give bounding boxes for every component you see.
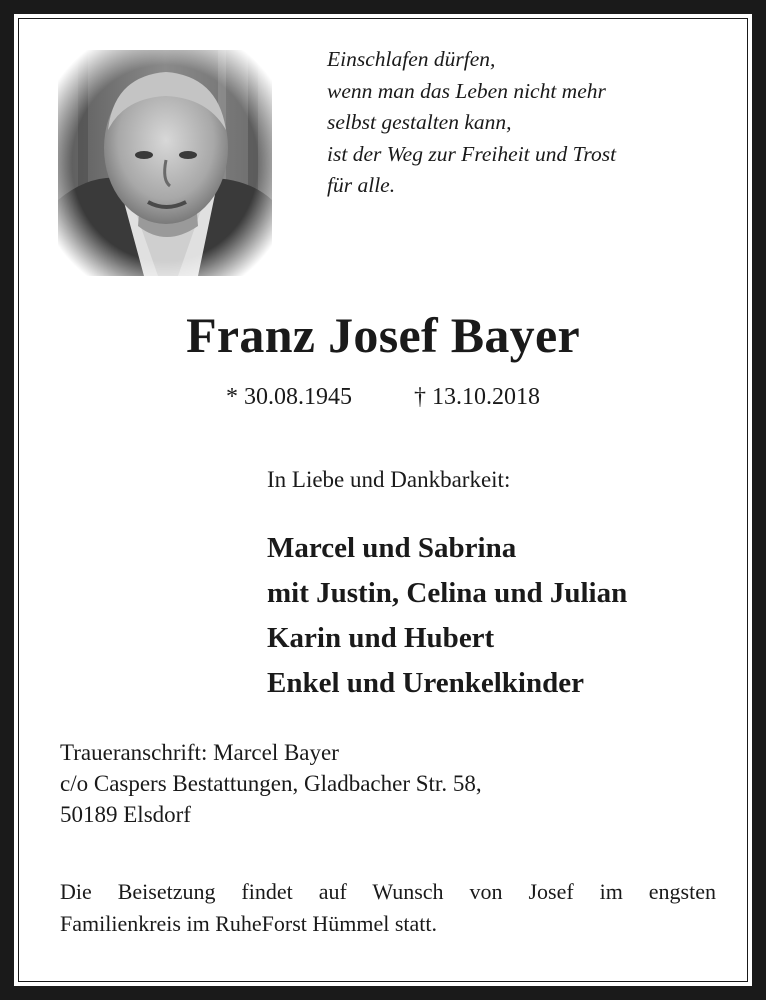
birth-date: * 30.08.1945 (226, 384, 352, 410)
deceased-name: Franz Josef Bayer (186, 307, 580, 363)
verse-line: selbst gestalten kann, (327, 110, 512, 134)
mourner-line: Enkel und Urenkelkinder (267, 667, 584, 699)
life-dates (0, 384, 766, 411)
verse-line: für alle. (327, 173, 396, 197)
mourning-address (60, 737, 482, 830)
address-line: Traueranschrift: Marcel Bayer (60, 740, 339, 765)
address-line: 50189 Elsdorf (60, 802, 191, 827)
burial-notice (60, 876, 716, 940)
address-line: c/o Caspers Bestattungen, Gladbacher Str. 58, (60, 771, 482, 796)
notice-line: Die Beisetzung findet auf Wunsch von Josef im engsten (60, 879, 716, 904)
death-date: † 13.10.2018 (414, 384, 540, 410)
memorial-verse (327, 44, 727, 202)
mourner-line: Karin und Hubert (267, 622, 495, 654)
mourner-line: Marcel und Sabrina (267, 532, 517, 564)
verse-line: ist der Weg zur Freiheit und Trost (327, 141, 617, 166)
verse-line: wenn man das Leben nicht mehr (327, 78, 606, 103)
mourner-line: mit Justin, Celina und Julian (267, 577, 628, 609)
mourners-list (267, 526, 627, 706)
dedication-line: In Liebe und Dankbarkeit: (267, 467, 511, 492)
portrait-photo (58, 50, 272, 276)
verse-line: Einschlafen dürfen, (327, 47, 496, 71)
notice-line: Familienkreis im RuheForst Hümmel statt. (60, 911, 438, 936)
